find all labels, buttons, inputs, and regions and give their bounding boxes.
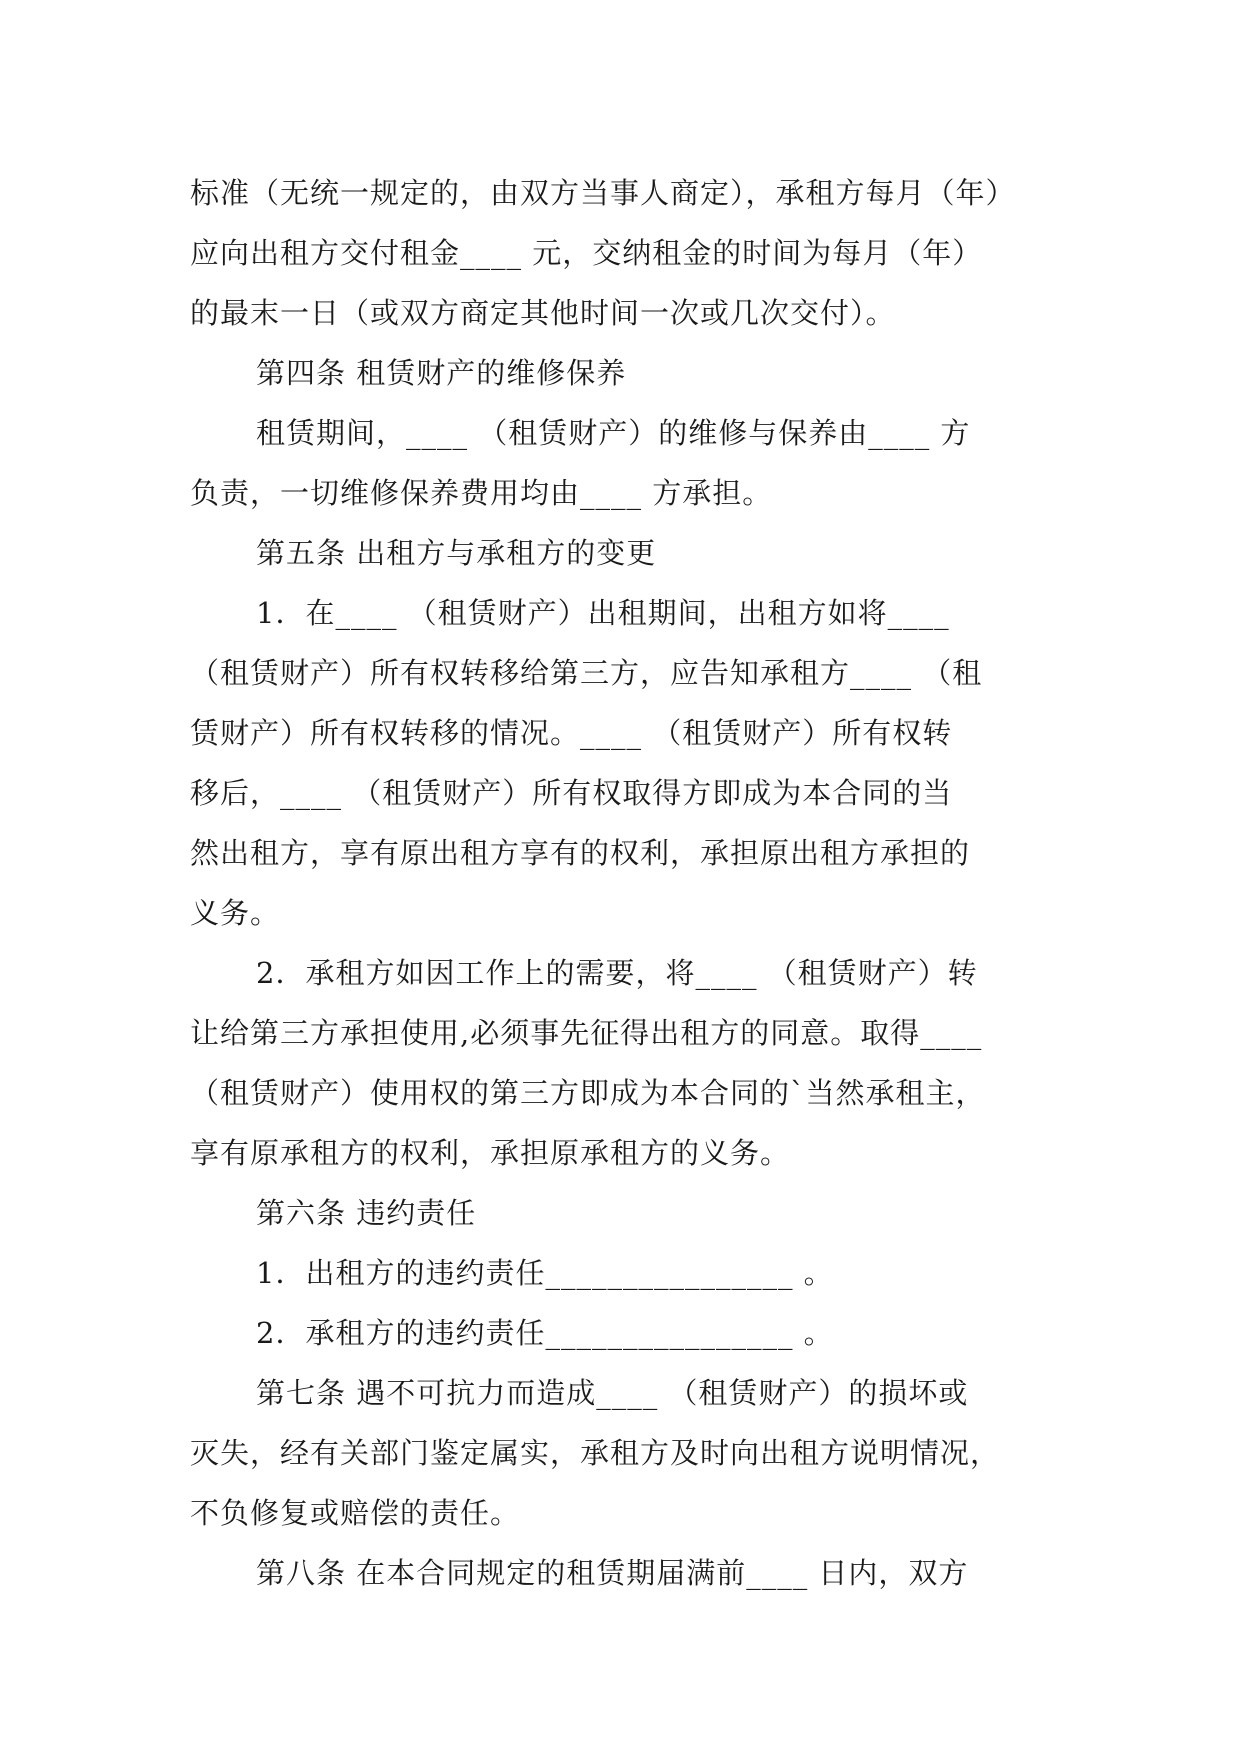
article-heading: 第六条 违约责任 xyxy=(256,1196,477,1230)
text-line: 义务。 xyxy=(190,896,281,930)
text-line: 2．承租方如因工作上的需要，将____ （租赁财产）转 xyxy=(256,956,978,990)
document-page xyxy=(190,163,1058,1603)
text-line: 租赁期间，____ （租赁财产）的维修与保养由____ 方 xyxy=(256,416,971,450)
text-line: 1．出租方的违约责任________________ 。 xyxy=(256,1256,834,1290)
text-line: 不负修复或赔偿的责任。 xyxy=(190,1496,521,1530)
text-line: （租赁财产）所有权转移给第三方，应告知承租方____ （租 xyxy=(190,656,983,690)
text-line: 让给第三方承担使用,必须事先征得出租方的同意。取得____ xyxy=(190,1016,983,1050)
text-line: 2．承租方的违约责任________________ 。 xyxy=(256,1316,834,1350)
text-line: 然出租方，享有原出租方享有的权利，承担原出租方承担的 xyxy=(190,836,971,870)
text-line: 移后，____ （租赁财产）所有权取得方即成为本合同的当 xyxy=(190,776,953,810)
text-line: 1．在____ （租赁财产）出租期间，出租方如将____ xyxy=(256,596,950,630)
text-line: 负责，一切维修保养费用均由____ 方承担。 xyxy=(190,476,773,510)
text-line: 的最末一日（或双方商定其他时间一次或几次交付）。 xyxy=(190,296,896,330)
article-heading: 第五条 出租方与承租方的变更 xyxy=(256,536,657,570)
text-line: 应向出租方交付租金____ 元，交纳租金的时间为每月（年） xyxy=(190,236,983,270)
text-line: 享有原承租方的权利，承担原承租方的义务。 xyxy=(190,1136,791,1170)
text-line: 灭失，经有关部门鉴定属实，承租方及时向出租方说明情况， xyxy=(190,1436,1001,1470)
article-heading: 第八条 在本合同规定的租赁期届满前____ 日内，双方 xyxy=(256,1556,969,1590)
article-heading: 第四条 租赁财产的维修保养 xyxy=(256,356,627,390)
text-line: （租赁财产）使用权的第三方即成为本合同的`当然承租主， xyxy=(190,1076,986,1110)
text-line: 标准（无统一规定的，由双方当事人商定），承租方每月（年） xyxy=(190,176,1016,210)
text-line: 赁财产）所有权转移的情况。____ （租赁财产）所有权转 xyxy=(190,716,953,750)
article-heading: 第七条 遇不可抗力而造成____ （租赁财产）的损坏或 xyxy=(256,1376,969,1410)
